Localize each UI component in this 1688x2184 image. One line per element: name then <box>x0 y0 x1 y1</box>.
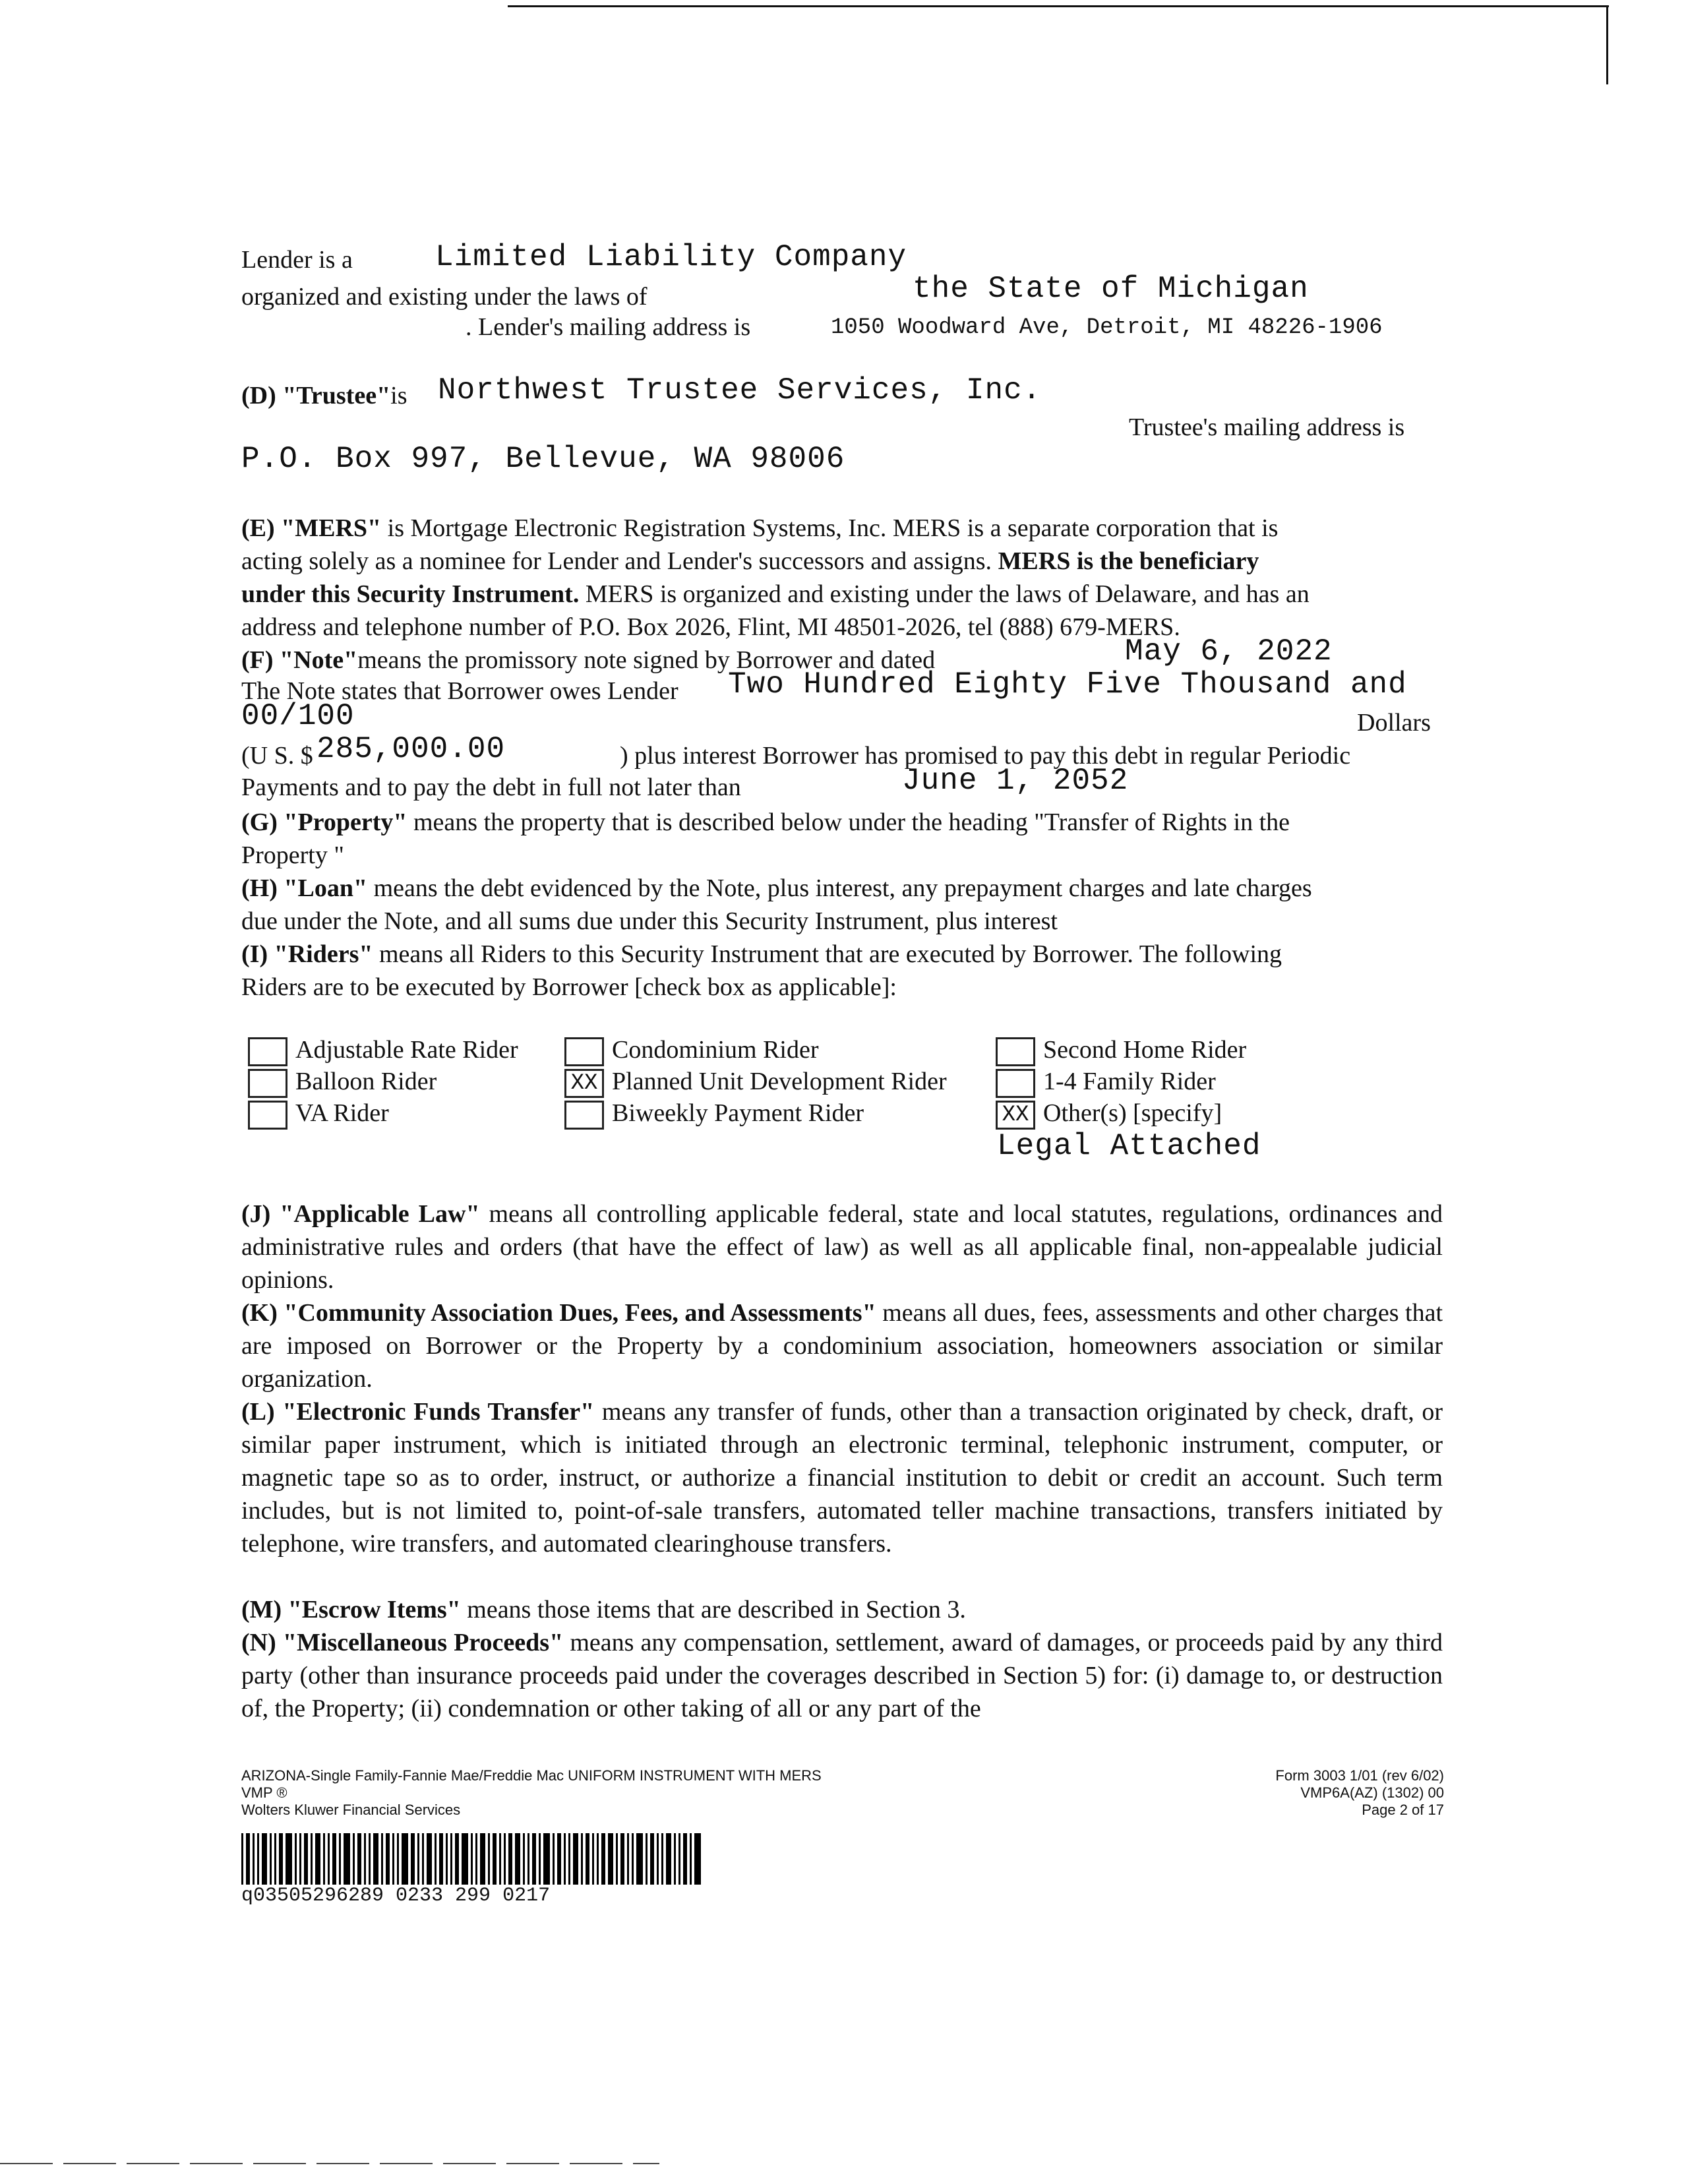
other-specify-value: Legal Attached <box>997 1129 1261 1163</box>
barcode-bar <box>488 1833 490 1885</box>
barcode-bar <box>480 1833 485 1885</box>
barcode-bar <box>499 1833 501 1885</box>
barcode-bar <box>323 1833 325 1885</box>
note-owes-label: The Note states that Borrower owes Lender <box>241 677 678 705</box>
footer-form-title: ARIZONA-Single Family-Fannie Mae/Freddie Mac UNIFORM INSTRUMENT WITH MERS <box>241 1767 822 1784</box>
barcode-bar <box>581 1833 583 1885</box>
mers-line-1: (E) "MERS" is Mortgage Electronic Registration Systems, Inc. MERS is a separate corporation that is <box>241 514 1279 542</box>
rider-condominium[interactable]: Condominium Rider <box>564 1035 819 1066</box>
rider-second-home[interactable]: Second Home Rider <box>996 1035 1246 1066</box>
barcode-bar <box>304 1833 308 1885</box>
loan-line-1: (H) "Loan" means the debt evidenced by the Note, plus interest, any prepayment charges and late charges <box>241 874 1312 902</box>
barcode-bar <box>523 1833 525 1885</box>
barcode-bar <box>417 1833 419 1885</box>
barcode-bar <box>315 1833 320 1885</box>
barcode-bar <box>386 1833 390 1885</box>
barcode-bar <box>532 1833 536 1885</box>
note-amount: 285,000.00 <box>316 732 506 766</box>
rider-biweekly-payment[interactable]: Biweekly Payment Rider <box>564 1099 864 1130</box>
barcode-bar <box>397 1833 399 1885</box>
rider-checkbox[interactable] <box>996 1037 1035 1066</box>
applicable-law-paragraph: (J) "Applicable Law" means all controlling applicable federal, state and local statutes, regulations, ordinances and administrative rules and orders (that have the effect of law) as well as all applicable final, non-appealable judicial opinions. <box>241 1200 1443 1294</box>
footer-right <box>1160 1767 1444 1819</box>
rider-va[interactable]: VA Rider <box>248 1099 389 1130</box>
barcode-bar <box>241 1833 243 1885</box>
barcode-bar <box>353 1833 355 1885</box>
note-final-date: June 1, 2052 <box>902 764 1129 798</box>
barcode-bar <box>446 1833 448 1885</box>
lender-mailing-address: 1050 Woodward Ave, Detroit, MI 48226-1906 <box>831 315 1383 340</box>
barcode-bar <box>683 1833 687 1885</box>
right-rule <box>1606 5 1608 84</box>
interest-text: ) plus interest Borrower has promised to pay this debt in regular Periodic <box>620 742 1351 770</box>
barcode-bar <box>427 1833 432 1885</box>
barcode-bar <box>564 1833 566 1885</box>
rider-others[interactable]: XX Other(s) [specify] <box>996 1099 1222 1130</box>
barcode-bar <box>674 1833 676 1885</box>
barcode-bar <box>450 1833 452 1885</box>
barcode-bar <box>586 1833 589 1885</box>
rider-checkbox[interactable] <box>564 1037 604 1066</box>
barcode-bar <box>299 1833 301 1885</box>
trustee-label: (D) "Trustee"is <box>241 382 407 410</box>
barcode-bar <box>295 1833 297 1885</box>
bottom-dashed-rule <box>0 2163 659 2164</box>
barcode-bar <box>568 1833 570 1885</box>
footer-publisher: Wolters Kluwer Financial Services <box>241 1802 461 1818</box>
barcode-bar <box>246 1833 250 1885</box>
barcode-bar <box>539 1833 541 1885</box>
barcode-bar <box>274 1833 276 1885</box>
barcode-bar <box>528 1833 529 1885</box>
footer-page-number: Page 2 of 17 <box>1362 1802 1444 1818</box>
barcode-bar <box>411 1833 415 1885</box>
barcode-bar <box>253 1833 255 1885</box>
us-label: (U S. $ <box>241 742 313 770</box>
property-line-1: (G) "Property" means the property that is described below under the heading "Transfer of Rights in the <box>241 808 1290 836</box>
barcode-bar <box>344 1833 350 1885</box>
footer-vmp-code: VMP6A(AZ) (1302) 00 <box>1300 1784 1444 1801</box>
property-line-2: Property " <box>241 841 344 869</box>
mers-line-2: acting solely as a nominee for Lender and Lender's successors and assigns. MERS is the beneficiary <box>241 547 1259 575</box>
barcode-bar <box>515 1833 520 1885</box>
payments-text: Payments and to pay the debt in full not later than <box>241 774 741 801</box>
barcode-bar <box>666 1833 671 1885</box>
note-amount-words-1: Two Hundred Eighty Five Thousand and <box>728 667 1407 702</box>
barcode-bar <box>661 1833 663 1885</box>
rider-checkbox[interactable]: XX <box>996 1101 1035 1130</box>
barcode-bar <box>402 1833 408 1885</box>
barcode-bar <box>493 1833 497 1885</box>
riders-line-1: (I) "Riders" means all Riders to this Security Instrument that are executed by Borrower. The following <box>241 940 1282 968</box>
organized-label: organized and existing under the laws of <box>241 283 648 311</box>
eft-paragraph: (L) "Electronic Funds Transfer" means any transfer of funds, other than a transaction originated by check, draft, or similar paper instrument, which is initiated through an electronic terminal, telephonic instrument, computer, or magnetic tape so as to order, instruct, or authorize a financial institution to debit or credit an account. Such term includes, but is not limited to, point-of-sale transfers, automated teller machine transactions, transfers initiated by telephone, wire transfers, and automated clearinghouse transfers. <box>241 1398 1443 1558</box>
barcode-bar <box>627 1833 629 1885</box>
barcode-bar <box>332 1833 336 1885</box>
barcode-bar <box>279 1833 283 1885</box>
barcode-bar <box>508 1833 512 1885</box>
note-date: May 6, 2022 <box>1125 634 1333 669</box>
rider-checkbox[interactable] <box>996 1069 1035 1098</box>
rider-balloon[interactable]: Balloon Rider <box>248 1067 437 1098</box>
barcode-text: q03505296289 0233 299 0217 <box>241 1885 551 1907</box>
community-association-paragraph: (K) "Community Association Dues, Fees, and Assessments" means all dues, fees, assessments and other charges that are imposed on Borrower or the Property by a condominium association, homeowners association or similar organization. <box>241 1299 1443 1393</box>
barcode-bar <box>364 1833 366 1885</box>
rider-planned-unit-development[interactable]: XX Planned Unit Development Rider <box>564 1067 947 1098</box>
barcode-bar <box>373 1833 378 1885</box>
barcode-bar <box>392 1833 394 1885</box>
riders-line-2: Riders are to be executed by Borrower [check box as applicable]: <box>241 973 897 1001</box>
barcode-bar <box>553 1833 555 1885</box>
note-line-1: (F) "Note"means the promissory note signed by Borrower and dated <box>241 646 936 674</box>
barcode-bar <box>678 1833 680 1885</box>
loan-line-2: due under the Note, and all sums due under this Security Instrument, plus interest <box>241 907 1058 935</box>
footer-left <box>241 1767 822 1819</box>
barcode-bar <box>636 1833 643 1885</box>
trustee-address: P.O. Box 997, Bellevue, WA 98006 <box>241 442 845 476</box>
lender-is-label: Lender is a <box>241 246 353 274</box>
trustee-name: Northwest Trustee Services, Inc. <box>438 373 1042 408</box>
rider-checkbox[interactable] <box>248 1069 287 1098</box>
footer-form-number: Form 3003 1/01 (rev 6/02) <box>1275 1767 1444 1784</box>
barcode-bar <box>657 1833 659 1885</box>
rider-checkbox[interactable]: XX <box>564 1069 604 1098</box>
barcode-bar <box>475 1833 477 1885</box>
barcode-bar <box>339 1833 341 1885</box>
rider-checkbox[interactable] <box>564 1101 604 1130</box>
barcode-bar <box>369 1833 371 1885</box>
barcode-bar <box>471 1833 473 1885</box>
barcode-bar <box>286 1833 292 1885</box>
top-rule <box>508 5 1609 7</box>
barcode-bar <box>573 1833 578 1885</box>
barcode-bar <box>439 1833 443 1885</box>
escrow-items-paragraph: (M) "Escrow Items" means those items that are described in Section 3. <box>241 1596 966 1623</box>
lender-state: the State of Michigan <box>913 272 1309 306</box>
barcode-bar <box>422 1833 424 1885</box>
misc-proceeds-paragraph: (N) "Miscellaneous Proceeds" means any compensation, settlement, award of damages, or proceeds paid by any third party (other than insurance proceeds paid under the coverages described in Section 5) for: (i) damage to, or destruction of, the Property; (ii) condemnation or other taking of all or any part of the <box>241 1629 1443 1722</box>
barcode-bar <box>257 1833 259 1885</box>
barcode-bar <box>557 1833 561 1885</box>
rider-checkbox[interactable] <box>248 1101 287 1130</box>
lender-mailing-label: . Lender's mailing address is <box>466 313 751 341</box>
dollars-label: Dollars <box>1357 709 1431 737</box>
barcode-bar <box>632 1833 634 1885</box>
barcode-bar <box>650 1833 654 1885</box>
barcode-bar <box>381 1833 383 1885</box>
trustee-mailing-label: Trustee's mailing address is <box>1129 413 1405 441</box>
lender-entity-type: Limited Liability Company <box>435 240 907 274</box>
barcode-bar <box>435 1833 437 1885</box>
rider-checkbox[interactable] <box>248 1037 287 1066</box>
barcode-bar <box>504 1833 506 1885</box>
barcode-bar <box>328 1833 330 1885</box>
barcode-bar <box>462 1833 468 1885</box>
barcode-bar <box>690 1833 692 1885</box>
barcode-bar <box>543 1833 550 1885</box>
barcode-bar <box>646 1833 648 1885</box>
barcode-bar <box>592 1833 594 1885</box>
barcode-bar <box>597 1833 599 1885</box>
barcode-bar <box>608 1833 613 1885</box>
barcode-bar <box>270 1833 272 1885</box>
barcode-bar <box>616 1833 618 1885</box>
rider-1-4-family[interactable]: 1-4 Family Rider <box>996 1067 1216 1098</box>
footer-vmp: VMP ® <box>241 1784 287 1801</box>
rider-adjustable-rate[interactable]: Adjustable Rate Rider <box>248 1035 518 1066</box>
barcode-bar <box>694 1833 701 1885</box>
barcode <box>241 1833 709 1885</box>
barcode-bar <box>357 1833 361 1885</box>
mers-line-3: under this Security Instrument. MERS is organized and existing under the laws of Delaware, and has an <box>241 580 1310 608</box>
barcode-bar <box>601 1833 605 1885</box>
barcode-bar <box>455 1833 459 1885</box>
barcode-bar <box>262 1833 267 1885</box>
mers-line-4: address and telephone number of P.O. Box 2026, Flint, MI 48501-2026, tel (888) 679-MERS. <box>241 613 1180 641</box>
barcode-bar <box>311 1833 313 1885</box>
note-amount-words-2: 00/100 <box>241 699 355 733</box>
barcode-bar <box>620 1833 624 1885</box>
